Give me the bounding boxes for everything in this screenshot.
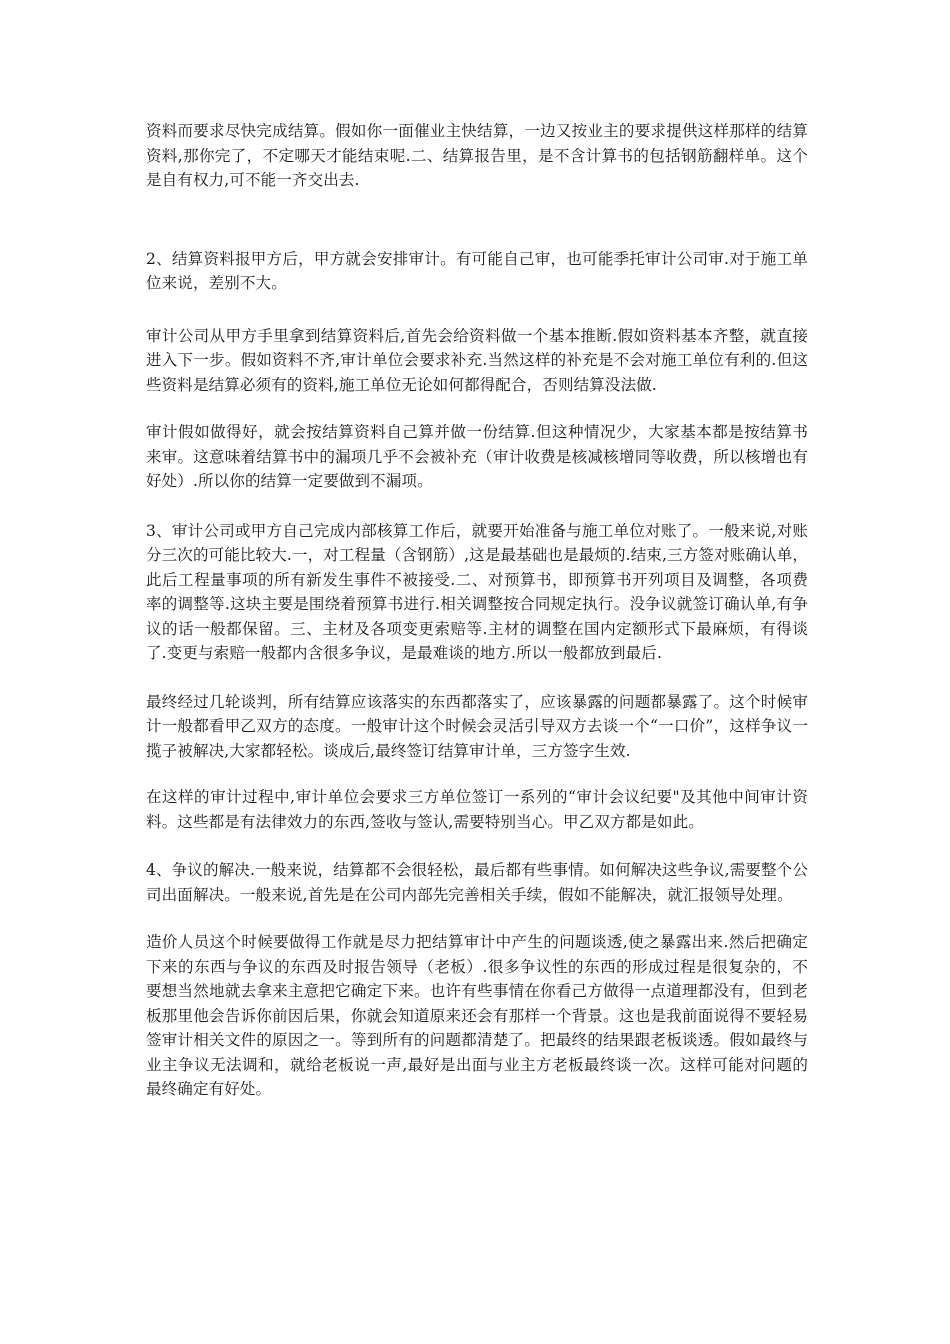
document-body <box>146 119 808 1126</box>
paragraph-negotiation-result: 最终经过几轮谈判，所有结算应该落实的东西都落实了，应该暴露的问题都暴露了。这个时候审计一般都看甲乙双方的态度。一般审计这个时候会灵活引导双方去谈一个“一口价”，这样争议一揽子被解决,大家都轻松。谈成后,最终签订结算审计单，三方签字生效. <box>146 692 808 760</box>
paragraph-audit-quality: 审计假如做得好，就会按结算资料自己算并做一份结算.但这种情况少，大家基本都是按结算书来审。这意味着结算书中的漏项几乎不会被补充（审计收费是核减核增同等收费，所以核增也有好处）.所以你的结算一定要做到不漏项。 <box>146 423 808 490</box>
paragraph-section-2-audit: 2、结算资料报甲方后，甲方就会安排审计。有可能自己审，也可能季托审计公司审.对于施工单位来说，差别不大。 <box>146 249 808 292</box>
paragraph-audit-company-review: 审计公司从甲方手里拿到结算资料后,首先会给资料做一个基本推断.假如资料基本齐整，就直接进入下一步。假如资料不齐,审计单位会要求补充.当然这样的补充是不会对施工单位有利的.但这些资料是结算必须有的资料,施工单位无论如何都得配合，否则结算没法做. <box>146 326 808 394</box>
paragraph-section-3-reconciliation: 3、审计公司或甲方自己完成内部核算工作后，就要开始准备与施工单位对账了。一般来说,对账分三次的可能比较大.一，对工程量（含钢筋）,这是最基础也是最烦的.结束,三方签对账确认单，此后工程量事项的所有新发生事件不被接受.二、对预算书，即预算书开列项目及调整，各项费率的调整等.这块主要是围绕着预算书进行.相关调整按合同规定执行。没争议就签订确认单,有争议的话一般都保留。三、主材及各项变更索赔等.主材的调整在国内定额形式下最麻烦，有得谈了.变更与索赔一般都内含很多争议，是最难谈的地方.所以一般都放到最后. <box>146 521 808 662</box>
paragraph-audit-minutes: 在这样的审计过程中,审计单位会要求三方单位签订一系列的“审计会议纪要"及其他中间审计资料。这些都是有法律效力的东西,签收与签认,需要特别当心。甲乙双方都是如此。 <box>146 788 808 831</box>
paragraph-cost-staff-work: 造价人员这个时候要做得工作就是尽力把结算审计中产生的问题谈透,使之暴露出来.然后把确定下来的东西与争议的东西及时报告领导（老板）.很多争议性的东西的形成过程是很复杂的，不要想当然地就去拿来主意把它确定下来。也许有些事情在你看己方做得一点道理都没有，但到老板那里他会告诉你前因后果，你就会知道原来还会有那样一个背景。这也是我前面说得不要轻易签审计相关文件的原因之一。等到所有的问题都清楚了。把最终的结果跟老板谈透。假如最终与业主争议无法调和，就给老板说一声,最好是出面与业主方老板最终谈一次。这样可能对问题的最终确定有好处。 <box>146 933 808 1098</box>
paragraph-settlement-materials: 资料而要求尽快完成结算。假如你一面催业主快结算，一边又按业主的要求提供这样那样的结算资料,那你完了，不定哪天才能结束呢.二、结算报告里，是不含计算书的包括钢筋翻样单。这个是自有权力,可不能一齐交出去. <box>146 122 808 189</box>
paragraph-section-4-disputes: 4、争议的解决.一般来说，结算都不会很轻松，最后都有些事情。如何解决这些争议,需要整个公司出面解决。一般来说,首先是在公司内部先完善相关手续，假如不能解决，就汇报领导处理。 <box>146 861 808 904</box>
